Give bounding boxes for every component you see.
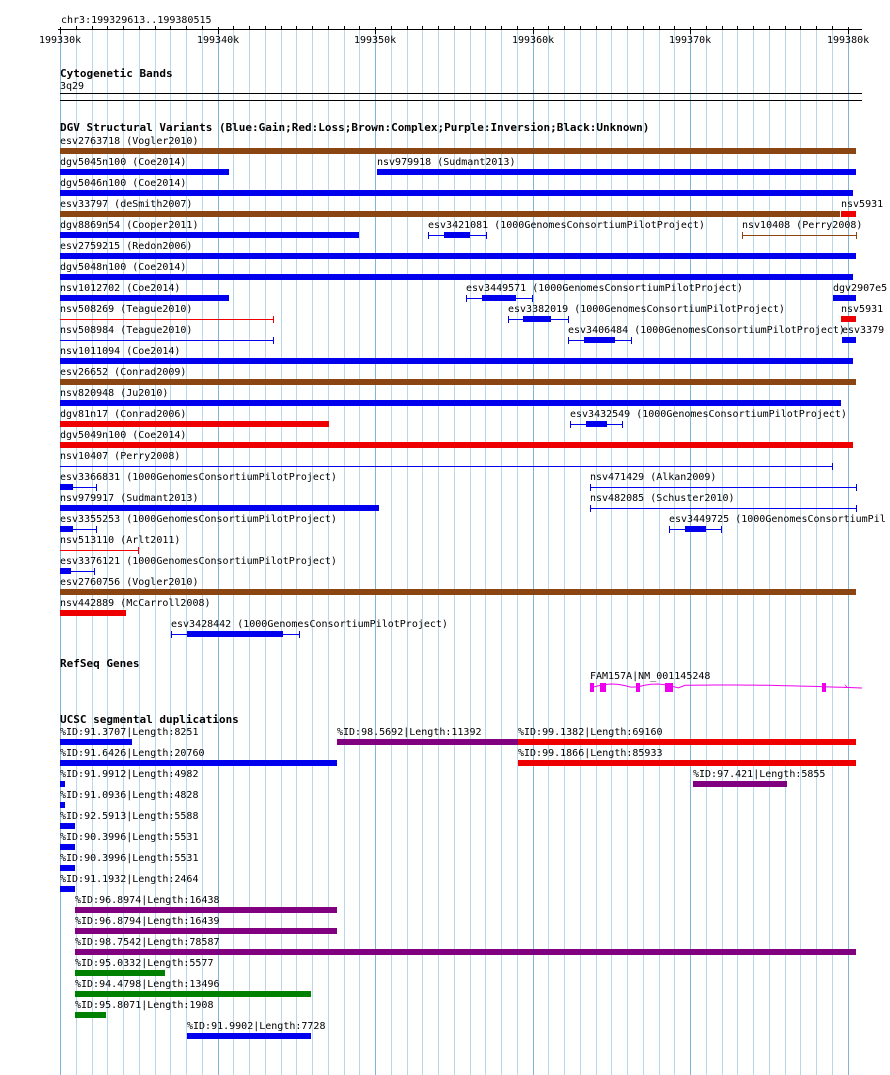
segdup-bar[interactable]: [693, 781, 787, 787]
grid-line: [627, 30, 628, 1075]
gene-exon[interactable]: [636, 683, 640, 692]
dgv-feature-line[interactable]: [590, 508, 856, 509]
dgv-feature-line[interactable]: [60, 550, 138, 551]
grid-line: [359, 30, 360, 1075]
gene-exon[interactable]: [665, 683, 673, 692]
dgv-feature-cap: [171, 631, 172, 638]
cytoband-bar-bottom: [60, 100, 862, 101]
dgv-feature-bar[interactable]: [60, 274, 853, 280]
grid-line: [769, 30, 770, 1075]
grid-line: [690, 30, 691, 1075]
dgv-track-title: DGV Structural Variants (Blue:Gain;Red:Loss;Brown:Complex;Purple:Inversion;Black:Unknown): [60, 121, 650, 134]
ruler-tick: [737, 26, 738, 30]
ruler-tick-label: 199330k: [39, 35, 82, 46]
dgv-feature-bar[interactable]: [60, 505, 379, 511]
segdup-bar[interactable]: [75, 907, 337, 913]
dgv-feature-line[interactable]: [742, 235, 856, 236]
dgv-feature-bar[interactable]: [60, 484, 73, 490]
grid-line: [785, 30, 786, 1075]
ruler-tick: [139, 26, 140, 30]
gene-exon[interactable]: [600, 683, 606, 692]
ruler-tick: [202, 26, 203, 30]
dgv-feature-cap: [856, 505, 857, 512]
segdup-label[interactable]: %ID:94.4798|Length:13496: [75, 979, 220, 990]
cytoband-bar-top: [60, 93, 862, 94]
segdup-bar[interactable]: [75, 970, 165, 976]
grid-line: [281, 30, 282, 1075]
dgv-feature-label[interactable]: esv2759215 (Redon2006): [60, 241, 193, 252]
grid-line: [816, 30, 817, 1075]
dgv-feature-label[interactable]: esv26652 (Conrad2009): [60, 367, 187, 378]
dgv-feature-label[interactable]: nsv482085 (Schuster2010): [590, 493, 735, 504]
segdup-label[interactable]: %ID:98.7542|Length:78587: [75, 937, 220, 948]
segdup-bar[interactable]: [60, 760, 337, 766]
dgv-feature-bar[interactable]: [60, 568, 71, 574]
grid-line: [470, 30, 471, 1075]
segdup-label[interactable]: %ID:99.1382|Length:69160: [518, 727, 663, 738]
ruler-tick: [454, 26, 455, 30]
grid-line: [548, 30, 549, 1075]
grid-line: [517, 30, 518, 1075]
grid-line: [596, 30, 597, 1075]
dgv-feature-label[interactable]: esv3449725 (1000GenomesConsortiumPil: [669, 514, 886, 525]
dgv-feature-label[interactable]: dgv8869n54 (Cooper2011): [60, 220, 199, 231]
segdup-label[interactable]: %ID:90.3996|Length:5531: [60, 832, 199, 843]
dgv-feature-cap: [138, 547, 139, 554]
segdup-label[interactable]: %ID:91.0936|Length:4828: [60, 790, 199, 801]
grid-line: [454, 30, 455, 1075]
grid-line: [580, 30, 581, 1075]
dgv-feature-cap: [721, 526, 722, 533]
ruler-tick: [706, 26, 707, 30]
dgv-feature-label[interactable]: esv3406484 (1000GenomesConsortiumPilotProject): [568, 325, 845, 336]
ruler-tick-label: 199360k: [512, 35, 555, 46]
ruler-tick: [76, 26, 77, 30]
refseq-track-title: RefSeq Genes: [60, 657, 140, 670]
ruler-tick: [627, 26, 628, 30]
ruler-tick: [690, 27, 691, 34]
dgv-feature-label[interactable]: nsv5931: [841, 304, 884, 315]
ruler-tick: [753, 26, 754, 30]
dgv-feature-line[interactable]: [60, 319, 273, 320]
ruler-tick: [800, 26, 801, 30]
cytoband-track-title: Cytogenetic Bands: [60, 67, 173, 80]
dgv-feature-cap: [570, 421, 571, 428]
grid-line: [391, 30, 392, 1075]
dgv-feature-cap: [273, 316, 274, 323]
ruler-tick: [312, 26, 313, 30]
dgv-feature-label[interactable]: esv3355253 (1000GenomesConsortiumPilotProject): [60, 514, 337, 525]
segdup-label[interactable]: %ID:98.5692|Length:11392: [337, 727, 482, 738]
ruler-tick: [564, 26, 565, 30]
segdup-label[interactable]: %ID:97.421|Length:5855: [693, 769, 826, 780]
ruler-tick: [170, 26, 171, 30]
dgv-feature-label[interactable]: dgv5045n100 (Coe2014): [60, 157, 187, 168]
segdup-bar[interactable]: [75, 928, 337, 934]
segdup-bar[interactable]: [60, 739, 132, 745]
dgv-feature-bar[interactable]: [60, 400, 841, 406]
ruler-tick: [60, 27, 61, 34]
dgv-feature-bar[interactable]: [60, 379, 856, 385]
ruler-tick: [659, 26, 660, 30]
segdup-bar[interactable]: [60, 823, 75, 829]
dgv-feature-label[interactable]: nsv820948 (Ju2010): [60, 388, 169, 399]
dgv-feature-cap: [631, 337, 632, 344]
dgv-feature-bar[interactable]: [60, 148, 856, 154]
dgv-feature-bar[interactable]: [685, 526, 706, 532]
ruler-tick: [92, 26, 93, 30]
ruler-tick: [548, 26, 549, 30]
segdup-label[interactable]: %ID:95.0332|Length:5577: [75, 958, 214, 969]
dgv-feature-cap: [532, 295, 533, 302]
grid-line: [564, 30, 565, 1075]
segdup-bar[interactable]: [518, 760, 856, 766]
grid-line: [328, 30, 329, 1075]
grid-line: [674, 30, 675, 1075]
ruler-tick: [375, 27, 376, 34]
dgv-feature-cap: [96, 526, 97, 533]
grid-line: [848, 30, 849, 1075]
region-label: chr3:199329613..199380515: [61, 15, 212, 26]
dgv-feature-bar[interactable]: [60, 526, 73, 532]
segdup-bar[interactable]: [75, 1012, 106, 1018]
segdup-label[interactable]: %ID:91.6426|Length:20760: [60, 748, 205, 759]
ruler-tick: [422, 26, 423, 30]
dgv-feature-label[interactable]: nsv979918 (Sudmant2013): [377, 157, 516, 168]
segdup-bar[interactable]: [60, 844, 75, 850]
grid-line: [407, 30, 408, 1075]
dgv-feature-label[interactable]: nsv5931: [841, 199, 884, 210]
ruler-tick: [596, 26, 597, 30]
dgv-feature-label[interactable]: dgv5046n100 (Coe2014): [60, 178, 187, 189]
dgv-feature-bar[interactable]: [60, 169, 229, 175]
dgv-feature-bar[interactable]: [841, 316, 856, 322]
dgv-feature-line[interactable]: [590, 487, 856, 488]
dgv-feature-cap: [590, 484, 591, 491]
dgv-feature-label[interactable]: esv3379: [842, 325, 885, 336]
grid-line: [501, 30, 502, 1075]
dgv-feature-bar[interactable]: [842, 337, 856, 343]
ruler-tick: [485, 26, 486, 30]
ruler-tick: [359, 26, 360, 30]
dgv-feature-bar[interactable]: [60, 442, 853, 448]
dgv-feature-cap: [96, 484, 97, 491]
dgv-feature-label[interactable]: nsv10407 (Perry2008): [60, 451, 181, 462]
dgv-feature-bar[interactable]: [482, 295, 516, 301]
ruler-tick: [265, 26, 266, 30]
ruler-axis: [58, 29, 862, 30]
ruler-tick: [233, 26, 234, 30]
dgv-feature-label[interactable]: nsv508269 (Teague2010): [60, 304, 193, 315]
ruler-tick: [407, 26, 408, 30]
ruler-tick: [281, 26, 282, 30]
ruler-tick: [123, 26, 124, 30]
grid-line: [832, 30, 833, 1075]
dgv-feature-label[interactable]: esv3382019 (1000GenomesConsortiumPilotProject): [508, 304, 785, 315]
ruler-tick: [328, 26, 329, 30]
dgv-feature-cap: [299, 631, 300, 638]
dgv-feature-bar[interactable]: [60, 253, 856, 259]
grid-line: [375, 30, 376, 1075]
segdup-label[interactable]: %ID:96.8794|Length:16439: [75, 916, 220, 927]
dgv-feature-label[interactable]: esv3432549 (1000GenomesConsortiumPilotProject): [570, 409, 847, 420]
dgv-feature-label[interactable]: nsv1011094 (Coe2014): [60, 346, 181, 357]
ruler-tick: [438, 26, 439, 30]
dgv-feature-label[interactable]: esv3376121 (1000GenomesConsortiumPilotProject): [60, 556, 337, 567]
segdup-label[interactable]: %ID:95.8071|Length:1908: [75, 1000, 214, 1011]
dgv-feature-cap: [486, 232, 487, 239]
dgv-feature-label[interactable]: nsv513110 (Arlt2011): [60, 535, 181, 546]
cytoband-label[interactable]: 3q29: [60, 81, 85, 92]
dgv-feature-bar[interactable]: [60, 232, 359, 238]
dgv-feature-label[interactable]: nsv979917 (Sudmant2013): [60, 493, 199, 504]
dgv-feature-bar[interactable]: [377, 169, 856, 175]
dgv-feature-bar[interactable]: [60, 211, 840, 217]
grid-line: [753, 30, 754, 1075]
ruler-tick: [186, 26, 187, 30]
dgv-feature-bar[interactable]: [60, 421, 329, 427]
ruler-tick: [517, 26, 518, 30]
ruler-tick: [296, 26, 297, 30]
dgv-feature-label[interactable]: esv3421081 (1000GenomesConsortiumPilotProject): [428, 220, 705, 231]
dgv-feature-bar[interactable]: [841, 211, 856, 217]
segdup-label[interactable]: %ID:91.1932|Length:2464: [60, 874, 199, 885]
dgv-feature-bar[interactable]: [60, 295, 229, 301]
ruler-tick: [155, 26, 156, 30]
dgv-feature-bar[interactable]: [523, 316, 551, 322]
grid-line: [611, 30, 612, 1075]
segdup-bar[interactable]: [337, 739, 518, 745]
segdup-bar[interactable]: [60, 886, 75, 892]
dgv-feature-label[interactable]: esv2760756 (Vogler2010): [60, 577, 199, 588]
gene-exon[interactable]: [822, 683, 826, 692]
ruler-tick: [674, 26, 675, 30]
grid-line: [312, 30, 313, 1075]
segdup-label[interactable]: %ID:92.5913|Length:5588: [60, 811, 199, 822]
dgv-feature-label[interactable]: esv3366831 (1000GenomesConsortiumPilotProject): [60, 472, 337, 483]
dgv-feature-cap: [856, 484, 857, 491]
dgv-feature-bar[interactable]: [444, 232, 470, 238]
dgv-feature-label[interactable]: esv3428442 (1000GenomesConsortiumPilotProject): [171, 619, 448, 630]
dgv-feature-bar[interactable]: [60, 610, 126, 616]
ruler-tick: [785, 26, 786, 30]
dgv-feature-cap: [568, 316, 569, 323]
grid-line: [485, 30, 486, 1075]
grid-line: [800, 30, 801, 1075]
grid-line: [643, 30, 644, 1075]
segdup-bar[interactable]: [60, 802, 65, 808]
segdup-bar[interactable]: [75, 991, 311, 997]
segdup-label[interactable]: %ID:91.3707|Length:8251: [60, 727, 199, 738]
segdup-bar[interactable]: [60, 865, 75, 871]
dgv-feature-cap: [832, 463, 833, 470]
segdup-bar[interactable]: [75, 949, 856, 955]
dgv-feature-label[interactable]: esv2763718 (Vogler2010): [60, 136, 199, 147]
dgv-feature-bar[interactable]: [60, 190, 853, 196]
ruler-tick: [249, 26, 250, 30]
grid-line: [659, 30, 660, 1075]
grid-line: [438, 30, 439, 1075]
dgv-feature-cap: [742, 232, 743, 239]
grid-line: [533, 30, 534, 1075]
grid-line: [737, 30, 738, 1075]
dgv-feature-line[interactable]: [60, 466, 832, 467]
dgv-feature-bar[interactable]: [833, 295, 856, 301]
ruler-tick: [218, 27, 219, 34]
dgv-feature-cap: [568, 337, 569, 344]
dgv-feature-label[interactable]: nsv442889 (McCarroll2008): [60, 598, 211, 609]
grid-line: [249, 30, 250, 1075]
ruler-tick: [580, 26, 581, 30]
ruler-tick: [391, 26, 392, 30]
dgv-feature-bar[interactable]: [60, 358, 853, 364]
dgv-feature-bar[interactable]: [586, 421, 607, 427]
dgv-feature-line[interactable]: [60, 340, 273, 341]
grid-line: [265, 30, 266, 1075]
ruler-tick: [722, 26, 723, 30]
ruler-tick-label: 199370k: [669, 35, 712, 46]
ruler-tick: [107, 26, 108, 30]
ruler-tick: [832, 26, 833, 30]
segdup-label[interactable]: %ID:91.9912|Length:4982: [60, 769, 199, 780]
dgv-feature-cap: [590, 505, 591, 512]
segdup-track-title: UCSC segmental duplications: [60, 713, 239, 726]
segdup-bar[interactable]: [187, 1033, 311, 1039]
dgv-feature-bar[interactable]: [584, 337, 615, 343]
ruler-tick: [533, 27, 534, 34]
ruler-tick: [501, 26, 502, 30]
dgv-feature-cap: [428, 232, 429, 239]
dgv-feature-cap: [508, 316, 509, 323]
dgv-feature-label[interactable]: esv33797 (deSmith2007): [60, 199, 193, 210]
dgv-feature-bar[interactable]: [60, 589, 856, 595]
ruler-tick: [611, 26, 612, 30]
segdup-label[interactable]: %ID:90.3996|Length:5531: [60, 853, 199, 864]
dgv-feature-label[interactable]: nsv1012702 (Coe2014): [60, 283, 181, 294]
dgv-feature-label[interactable]: dgv2907e5: [833, 283, 888, 294]
dgv-feature-label[interactable]: dgv5049n100 (Coe2014): [60, 430, 187, 441]
dgv-feature-label[interactable]: dgv81n17 (Conrad2006): [60, 409, 187, 420]
dgv-feature-label[interactable]: nsv471429 (Alkan2009): [590, 472, 717, 483]
ruler-tick: [643, 26, 644, 30]
dgv-feature-cap: [466, 295, 467, 302]
ruler-tick: [344, 26, 345, 30]
grid-line: [722, 30, 723, 1075]
dgv-feature-cap: [94, 568, 95, 575]
ruler-tick: [470, 26, 471, 30]
dgv-feature-cap: [669, 526, 670, 533]
dgv-feature-label[interactable]: dgv5048n100 (Coe2014): [60, 262, 187, 273]
grid-line: [422, 30, 423, 1075]
dgv-feature-label[interactable]: esv3449571 (1000GenomesConsortiumPilotProject): [466, 283, 743, 294]
gene-label[interactable]: FAM157A|NM_001145248: [590, 671, 711, 682]
segdup-label[interactable]: %ID:99.1866|Length:85933: [518, 748, 663, 759]
grid-line: [344, 30, 345, 1075]
segdup-bar[interactable]: [518, 739, 856, 745]
grid-line: [296, 30, 297, 1075]
segdup-label[interactable]: %ID:96.8974|Length:16438: [75, 895, 220, 906]
dgv-feature-bar[interactable]: [187, 631, 283, 637]
dgv-feature-cap: [856, 232, 857, 239]
strand-arrow-icon: ›: [843, 682, 849, 692]
segdup-label[interactable]: %ID:91.9902|Length:7728: [187, 1021, 326, 1032]
dgv-feature-cap: [273, 337, 274, 344]
gene-exon[interactable]: [590, 683, 594, 692]
dgv-feature-cap: [622, 421, 623, 428]
ruler-tick-label: 199340k: [197, 35, 240, 46]
grid-line: [233, 30, 234, 1075]
ruler-tick-label: 199380k: [827, 35, 870, 46]
ruler-tick: [816, 26, 817, 30]
dgv-feature-label[interactable]: nsv508984 (Teague2010): [60, 325, 193, 336]
segdup-bar[interactable]: [60, 781, 65, 787]
grid-line: [706, 30, 707, 1075]
ruler-tick: [769, 26, 770, 30]
dgv-feature-label[interactable]: nsv10408 (Perry2008): [742, 220, 863, 231]
ruler-tick: [848, 27, 849, 34]
ruler-tick-label: 199350k: [354, 35, 397, 46]
